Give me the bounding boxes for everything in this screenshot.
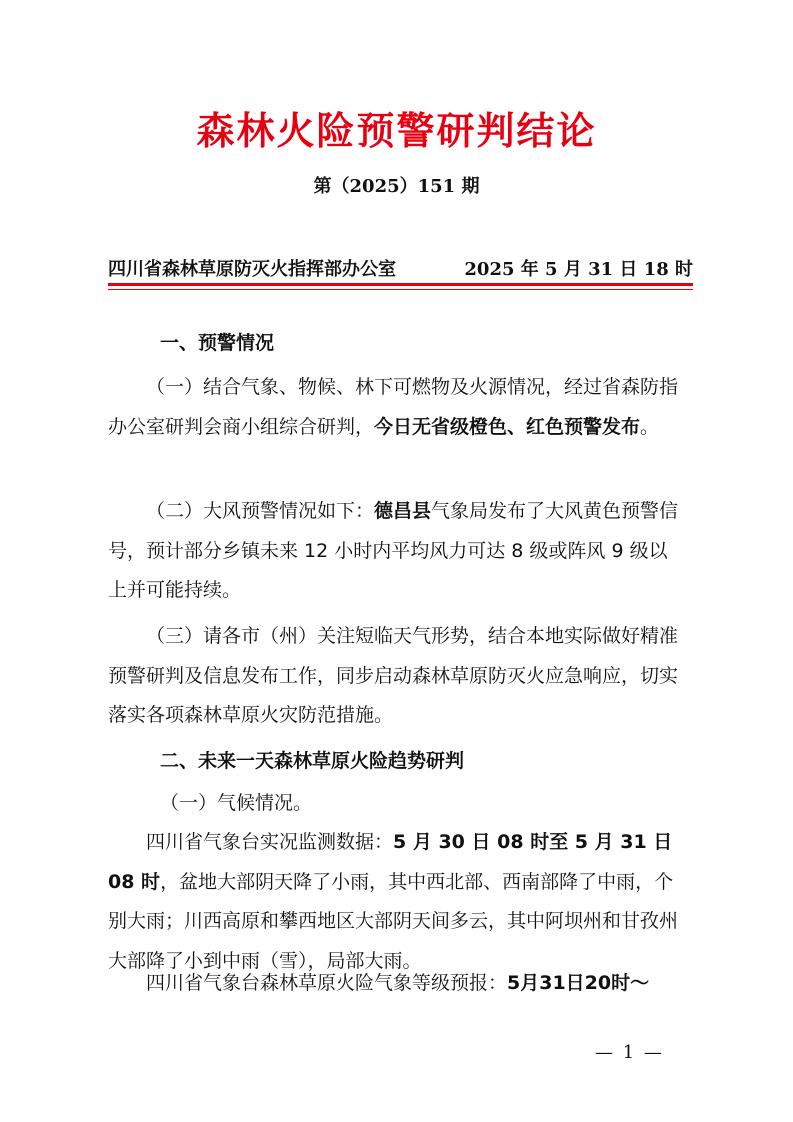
section2-subheading: （一）气候情况。 [160, 792, 313, 814]
issue-date: 2025 年 5 月 31 日 18 时 [464, 259, 693, 280]
issue-number: 第（2025）151 期 [313, 176, 480, 197]
section2-paragraph-1 [108, 823, 685, 981]
s2p1-start: 四川省气象台实况监测数据： [146, 831, 394, 853]
section1-paragraph-3: （三）请各市（州）关注短临天气形势，结合本地实际做好精准预警研判及信息发布工作，同步启动森林草原防灭火应急响应，切实落实各项森林草原火灾防范措施。 [108, 625, 679, 726]
s1p1-end: 。 [640, 415, 660, 438]
issuing-office: 四川省森林草原防灭火指挥部办公室 [108, 259, 396, 280]
s1p2-rest: 气象局发布了大风黄色预警信号，预计部分乡镇未来 12 小时内平均风力可达 8 级或阵风 9 级以上并可能持续。 [108, 500, 679, 601]
s2p1-rest: ，盆地大部阴天降了小雨，其中西北部、西南部降了中雨，个别大雨；川西高原和攀西地区大部阴天间多云，其中阿坝州和甘孜州大部降了小到中雨（雪），局部大雨。 [108, 870, 679, 972]
section2-heading: 二、未来一天森林草原火险趋势研判 [160, 750, 465, 772]
page-number: — 1 — [595, 1042, 664, 1063]
document-title: 森林火险预警研判结论 [196, 108, 597, 153]
s2p2-bold: 5月31日20时～ [507, 972, 650, 994]
s1p1-text: （一）结合气象、物候、林下可燃物及火源情况，经过省森防指办公室研判会商小组综合研判， [108, 376, 679, 438]
section1-paragraph-2 [108, 492, 685, 611]
header-rule-thin [108, 289, 693, 290]
s1p2-bold: 德昌县 [374, 500, 432, 522]
s2p2-start: 四川省气象台森林草原火险气象等级预报： [146, 972, 508, 994]
meta-row [108, 255, 693, 281]
s1p2-start: （二）大风预警情况如下： [146, 500, 375, 522]
s1p1-bold: 今日无省级橙色、红色预警发布 [374, 415, 641, 438]
header-rule-thick [108, 283, 693, 286]
s2p1-bold: 5 月 30 日 08 时至 5 月 31 日 08 时 [108, 831, 673, 893]
section1-paragraph-1 [108, 368, 685, 447]
section1-heading: 一、预警情况 [160, 332, 275, 354]
section2-paragraph-2 [108, 964, 685, 1004]
